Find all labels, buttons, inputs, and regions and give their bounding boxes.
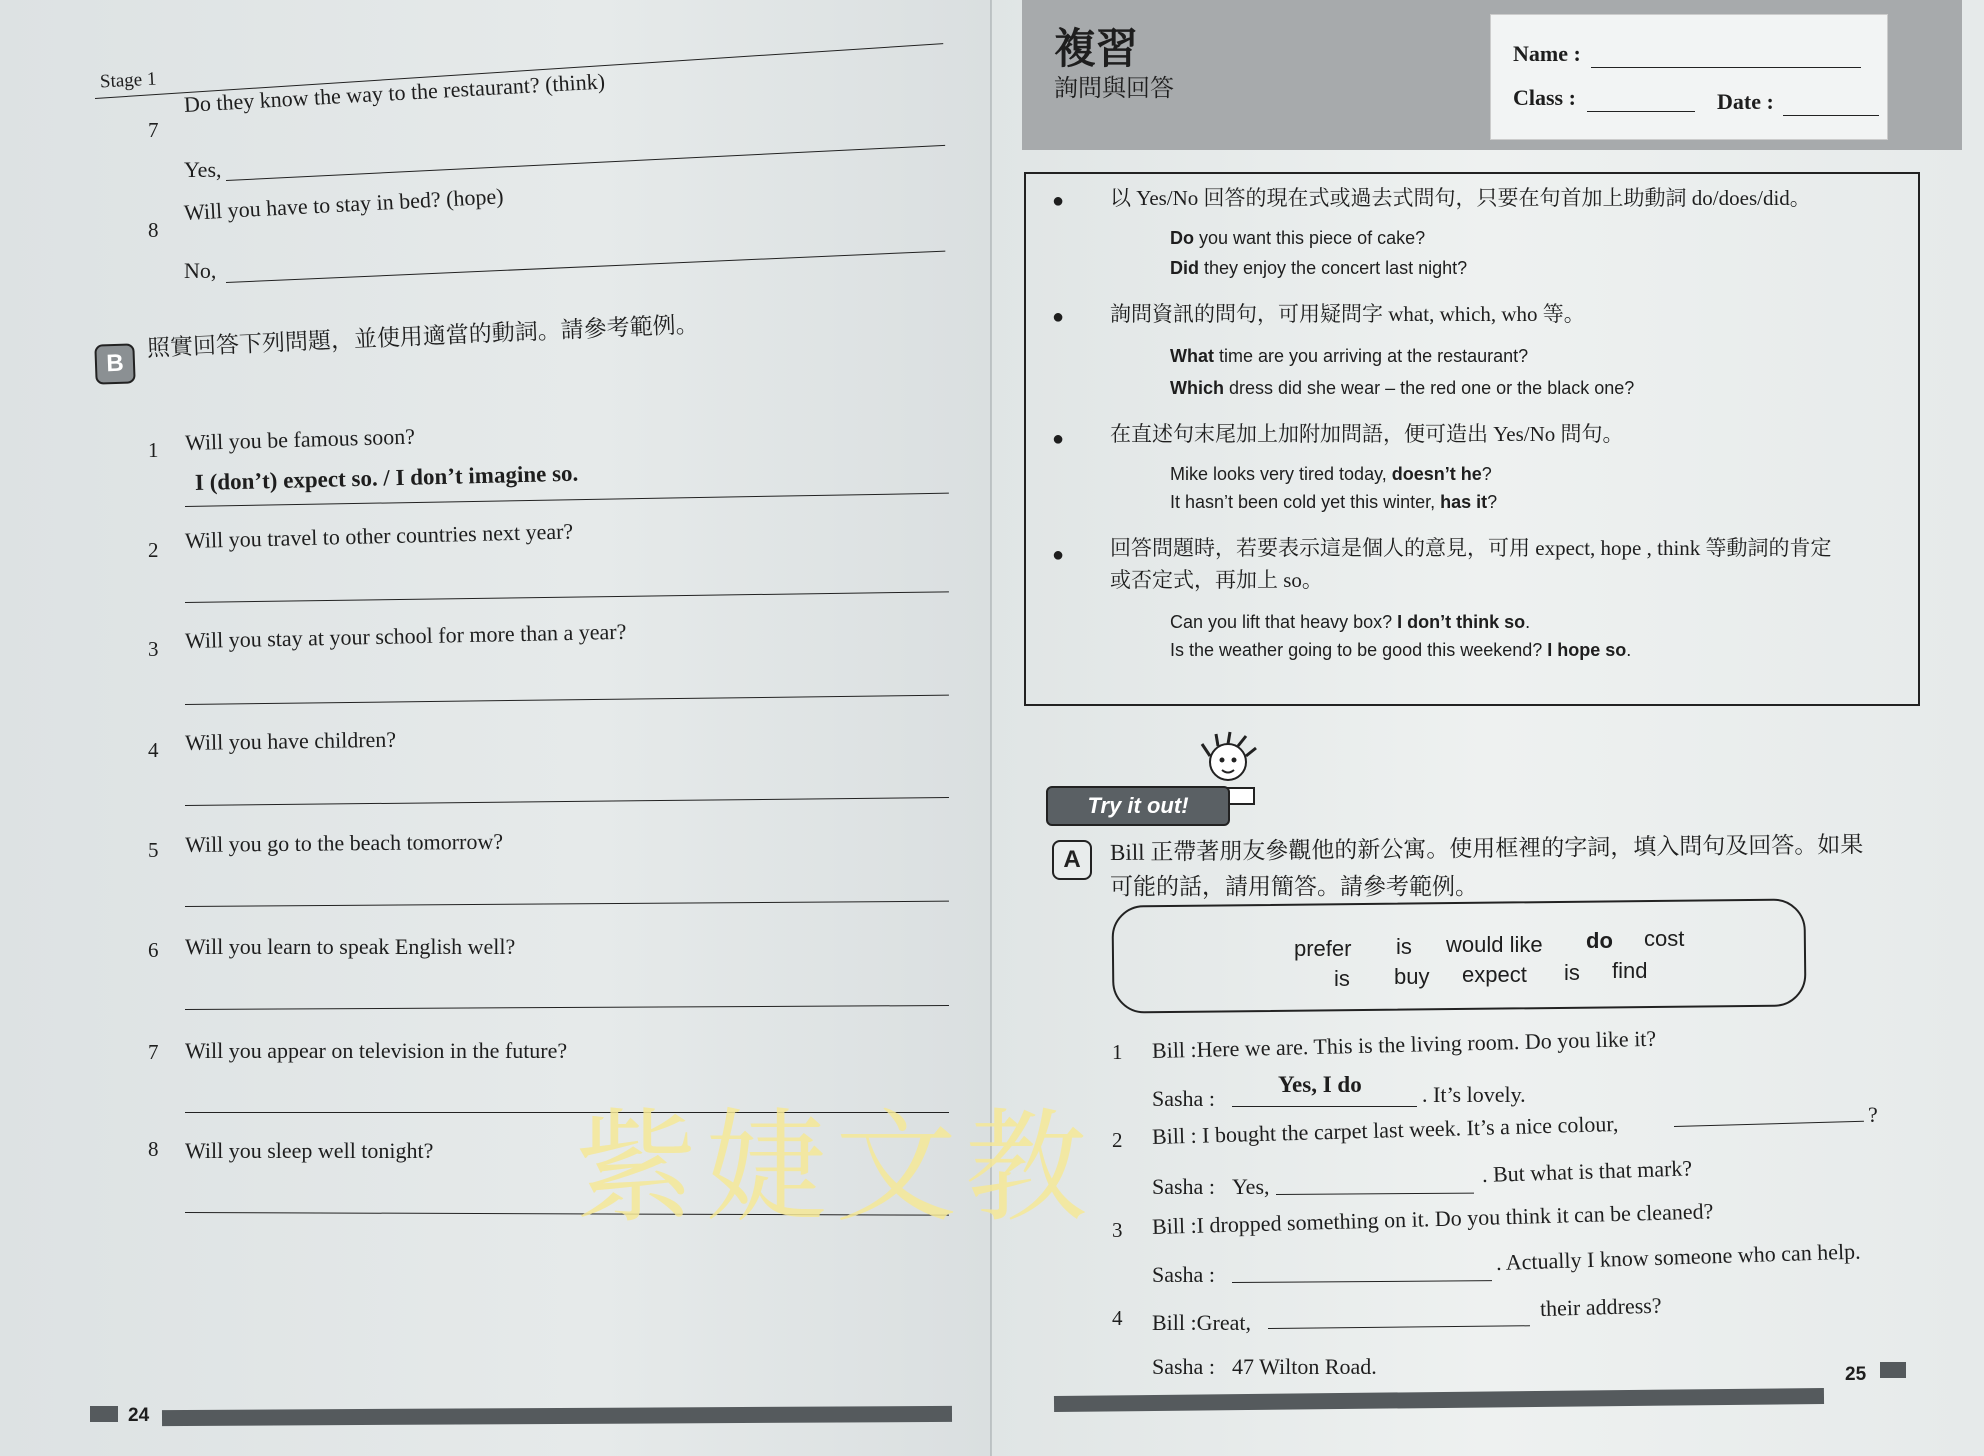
- question-text: Will you appear on television in the future?: [185, 1038, 568, 1063]
- question-number: 8: [148, 218, 159, 242]
- dialogue-sasha-label: Sasha :: [1152, 1174, 1215, 1199]
- example-sentence: Mike looks very tired today, doesn’t he?: [1170, 464, 1492, 484]
- dialogue-number: 1: [1112, 1040, 1123, 1064]
- dialogue-sasha-after: . Actually I know someone who can help.: [1495, 1238, 1861, 1275]
- bullet: ●: [1052, 428, 1065, 450]
- answer-line[interactable]: [185, 901, 949, 907]
- note-text: 詢問資訊的問句，可用疑問字 what, which, who 等。: [1110, 302, 1585, 326]
- question-text: Will you learn to speak English well?: [185, 934, 516, 959]
- question-number: 2: [148, 538, 159, 562]
- date-field[interactable]: [1783, 115, 1879, 116]
- answer-line[interactable]: [185, 493, 949, 507]
- question-text: Will you sleep well tonight?: [185, 1138, 434, 1163]
- example-sentence: Do you want this piece of cake?: [1170, 228, 1426, 248]
- footer-bar-left: [90, 1406, 118, 1422]
- bullet: ●: [1052, 190, 1065, 212]
- question-text: Will you have children?: [184, 726, 397, 755]
- watermark: 紫婕文教: [575, 1097, 1095, 1239]
- section-b-badge: B: [94, 343, 135, 384]
- answer-line[interactable]: [226, 251, 945, 283]
- page-number: 25: [1845, 1364, 1867, 1385]
- question-number: 7: [148, 118, 159, 142]
- dialogue-bill-end: ?: [1868, 1102, 1878, 1127]
- page-title: 複習: [1054, 24, 1139, 73]
- question-text: Will you go to the beach tomorrow?: [184, 828, 504, 857]
- answer-line[interactable]: [226, 145, 945, 181]
- try-it-out-label: Try it out!: [1046, 786, 1230, 826]
- example-sentence: Which dress did she wear – the red one or the black one?: [1170, 378, 1635, 398]
- word-option: cost: [1644, 926, 1685, 951]
- right-page: [992, 0, 1984, 1456]
- dialogue-sasha-label: Sasha :: [1152, 1262, 1215, 1287]
- question-number: 6: [148, 938, 159, 962]
- section-a-instruction: Bill 正帶著朋友參觀他的新公寓。使用框裡的字詞，填入問句及回答。如果: [1109, 832, 1864, 865]
- answer-line[interactable]: [185, 797, 949, 806]
- word-option: prefer: [1294, 936, 1352, 961]
- note-text: 以 Yes/No 回答的現在式或過去式問句，只要在句首加上助動詞 do/does/did。: [1110, 186, 1811, 210]
- example-sentence: Can you lift that heavy box? I don’t think so.: [1170, 612, 1531, 632]
- bullet: ●: [1052, 306, 1065, 328]
- dialogue-bill: Bill : I bought the carpet last week. It’s a nice colour,: [1151, 1110, 1619, 1149]
- page-number: 24: [128, 1405, 150, 1426]
- section-b-instruction: 照實回答下列問題，並使用適當的動詞。請參考範例。: [146, 311, 700, 361]
- class-field[interactable]: [1587, 111, 1695, 112]
- dialogue-bill: Bill :I dropped something on it. Do you think it can be cleaned?: [1151, 1198, 1714, 1239]
- dialogue-bill: Bill :Here we are. This is the living room. Do you like it?: [1151, 1025, 1657, 1063]
- answer-line[interactable]: [185, 591, 949, 603]
- section-a-badge: A: [1052, 840, 1092, 880]
- name-field[interactable]: [1591, 67, 1861, 68]
- bullet: ●: [1052, 544, 1065, 566]
- dialogue-sasha-after: . It’s lovely.: [1422, 1082, 1526, 1107]
- footer-bar-right: [1880, 1362, 1906, 1378]
- dialogue-sasha-label: Sasha :: [1152, 1086, 1215, 1111]
- question-number: 8: [148, 1137, 159, 1161]
- dialogue-sasha-after: 47 Wilton Road.: [1232, 1354, 1377, 1379]
- word-option: would like: [1446, 932, 1543, 957]
- word-option: buy: [1394, 964, 1430, 989]
- example-sentence: Did they enjoy the concert last night?: [1170, 258, 1468, 278]
- answer-line[interactable]: [185, 695, 949, 705]
- example-sentence: What time are you arriving at the restaurant?: [1170, 346, 1529, 366]
- dialogue-sasha-prefix: Yes,: [1232, 1174, 1270, 1199]
- dialogue-number: 4: [1112, 1306, 1123, 1330]
- answer-line[interactable]: [1276, 1193, 1474, 1195]
- dialogue-number: 2: [1112, 1128, 1123, 1152]
- answer-line[interactable]: [185, 1005, 949, 1010]
- dialogue-bill: Bill :Great,: [1152, 1310, 1251, 1335]
- dialogue-bill-end: their address?: [1539, 1292, 1662, 1321]
- student-info-box: [1490, 14, 1888, 140]
- question-number: 4: [148, 738, 159, 762]
- note-text-continued: 或否定式，再加上 so。: [1110, 568, 1323, 592]
- page-subtitle: 詢問與回答: [1054, 74, 1174, 102]
- word-option: is: [1334, 966, 1350, 991]
- question-number: 1: [148, 438, 159, 462]
- note-text: 回答問題時，若要表示這是個人的意見，可用 expect, hope , think 等動詞的肯定: [1110, 536, 1832, 560]
- answer-prefix: No,: [184, 258, 217, 283]
- answer-prefix: Yes,: [184, 157, 222, 182]
- question-number: 5: [148, 838, 159, 862]
- answer-line[interactable]: [1232, 1106, 1417, 1107]
- word-option: expect: [1462, 962, 1527, 987]
- class-label: Class :: [1513, 85, 1576, 110]
- name-label: Name :: [1513, 41, 1581, 66]
- answer-line[interactable]: [1674, 1121, 1864, 1127]
- example-sentence: Is the weather going to be good this weekend? I hope so.: [1170, 640, 1632, 660]
- example-sentence: It hasn’t been cold yet this winter, has it?: [1170, 492, 1498, 512]
- section-a-instruction: 可能的話，請用簡答。請參考範例。: [1110, 874, 1478, 899]
- word-option: is: [1396, 934, 1412, 959]
- question-number: 3: [148, 637, 159, 661]
- question-number: 7: [148, 1040, 159, 1064]
- example-answer: I (don’t) expect so. / I don’t imagine so.: [194, 460, 579, 495]
- dialogue-sasha-after: . But what is that mark?: [1481, 1155, 1693, 1187]
- question-text: Will you travel to other countries next year?: [184, 518, 574, 553]
- footer-bar: [162, 1406, 952, 1426]
- answer-line[interactable]: [1268, 1325, 1530, 1329]
- note-text: 在直述句末尾加上加附加問語，便可造出 Yes/No 問句。: [1110, 422, 1624, 446]
- word-option: is: [1564, 960, 1580, 985]
- question-text: Do they know the way to the restaurant? (think): [183, 68, 606, 117]
- answer-line[interactable]: [1232, 1280, 1492, 1283]
- stage-label: Stage 1: [99, 68, 157, 93]
- question-text: Will you be famous soon?: [184, 423, 416, 455]
- footer-bar: [1054, 1388, 1824, 1412]
- date-label: Date :: [1717, 89, 1774, 114]
- question-text: Will you have to stay in bed? (hope): [183, 183, 505, 225]
- example-answer: Yes, I do: [1278, 1072, 1362, 1097]
- word-option: do: [1586, 928, 1613, 953]
- question-text: Will you stay at your school for more than a year?: [184, 618, 627, 653]
- dialogue-sasha-label: Sasha :: [1152, 1354, 1215, 1379]
- dialogue-number: 3: [1112, 1218, 1123, 1242]
- word-option: find: [1612, 958, 1648, 983]
